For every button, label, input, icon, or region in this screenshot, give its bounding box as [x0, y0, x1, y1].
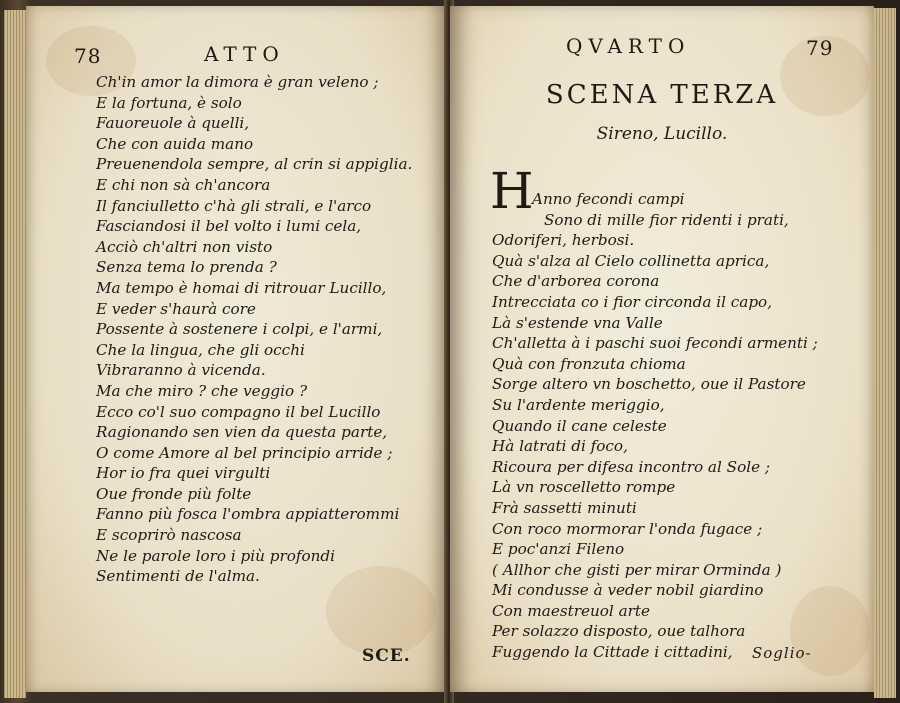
verse-line: E veder s'haurà core	[96, 299, 256, 318]
verse-line: Quà con fronzuta chioma	[492, 354, 686, 373]
catchword: SCE.	[362, 646, 411, 666]
verse-line: Anno fecondi campi	[532, 190, 685, 208]
verse-line: Che la lingua, che gli occhi	[96, 340, 305, 359]
verse-line: Hà latrati di foco,	[492, 437, 628, 456]
verse-line: Hor io fra quei virgulti	[96, 464, 271, 483]
right-page	[450, 6, 874, 692]
verse-line: Fanno più fosca l'ombra appiatterommi	[96, 505, 400, 524]
verse-line: E chi non sà ch'ancora	[96, 175, 271, 194]
left-page-edges	[4, 10, 26, 698]
verse-line: Ragionando sen vien da questa parte,	[96, 423, 388, 442]
verse-line: Possente à sostenere i colpi, e l'armi,	[96, 320, 383, 339]
verse-line: Con roco mormorar l'onda fugace ;	[492, 519, 763, 538]
verse-line: Là vn roscelletto rompe	[492, 478, 676, 497]
verse-line: Odoriferi, herbosi.	[492, 231, 635, 250]
verse-line: Il fanciulletto c'hà gli strali, e l'arco	[96, 196, 372, 215]
running-head: ATTO	[204, 42, 285, 66]
verse-line: ( Allhor che gisti per mirar Orminda )	[492, 560, 782, 579]
verse-line: Preuenendola sempre, al crin si appiglia.	[96, 155, 413, 174]
right-page-edges	[874, 8, 896, 698]
verse-line: Vibraranno à vicenda.	[96, 361, 266, 380]
verse-line: Là s'estende vna Valle	[492, 313, 663, 332]
verse-line: Ch'alletta à i paschi suoi fecondi armenti ;	[492, 334, 818, 353]
catchword: Soglio-	[752, 644, 812, 662]
verse-line: Ma che miro ? che veggio ?	[96, 381, 308, 400]
verse-line: Oue fronde più folte	[96, 484, 252, 503]
verse-line: Sentimenti de l'alma.	[96, 567, 260, 586]
verse-line: E scoprirò nascosa	[96, 526, 242, 545]
verse-line: Ecco co'l suo compagno il bel Lucillo	[96, 402, 381, 421]
verse-line: E la fortuna, è solo	[96, 93, 242, 112]
drop-cap: H	[490, 162, 534, 220]
verse-line: Sono di mille fior ridenti i prati,	[544, 210, 789, 229]
verse-line: Acciò ch'altri non visto	[96, 237, 273, 256]
verse-lines	[492, 189, 818, 663]
verse-line: Quando il cane celeste	[492, 416, 667, 435]
verse-line: Ch'in amor la dimora è gran veleno ;	[96, 73, 379, 91]
verse-line: Quà s'alza al Cielo collinetta aprica,	[492, 251, 770, 270]
verse-line: Frà sassetti minuti	[492, 498, 637, 517]
verse-line: Fauoreuole à quelli,	[96, 114, 250, 133]
verse-line: Che d'arborea corona	[492, 272, 660, 291]
scene-title: SCENA TERZA	[545, 80, 779, 110]
left-page	[26, 6, 446, 692]
verse-line: Intrecciata co i fior circonda il capo,	[492, 292, 773, 311]
verse-line: Ma tempo è homai di ritrouar Lucillo,	[96, 278, 387, 297]
verse-lines	[96, 72, 412, 587]
verse-line: Fasciandosi il bel volto i lumi cela,	[96, 217, 362, 236]
verse-line: Con maestreuol arte	[492, 601, 650, 620]
verse-line: Che con auida mano	[96, 134, 254, 153]
verse-line: Ne le parole loro i più profondi	[96, 546, 335, 565]
running-head: QVARTO	[566, 34, 691, 58]
page-number: 78	[74, 44, 102, 68]
verse-line: Sorge altero vn boschetto, oue il Pastore	[492, 375, 806, 394]
verse-line: Mi condusse à veder nobil giardino	[492, 581, 764, 600]
page-number: 79	[806, 36, 834, 60]
verse-line: Senza tema lo prenda ?	[96, 258, 277, 277]
verse-line: Ricoura per difesa incontro al Sole ;	[492, 457, 771, 476]
verse-line: Per solazzo disposto, oue talhora	[492, 622, 746, 641]
scene-characters: Sireno, Lucillo.	[596, 124, 728, 144]
verse-line: O come Amore al bel principio arride ;	[96, 443, 393, 462]
verse-line: Su l'ardente meriggio,	[492, 395, 665, 414]
verse-line: E poc'anzi Fileno	[492, 540, 625, 559]
verse-line: Fuggendo la Cittade i cittadini,	[492, 643, 733, 662]
